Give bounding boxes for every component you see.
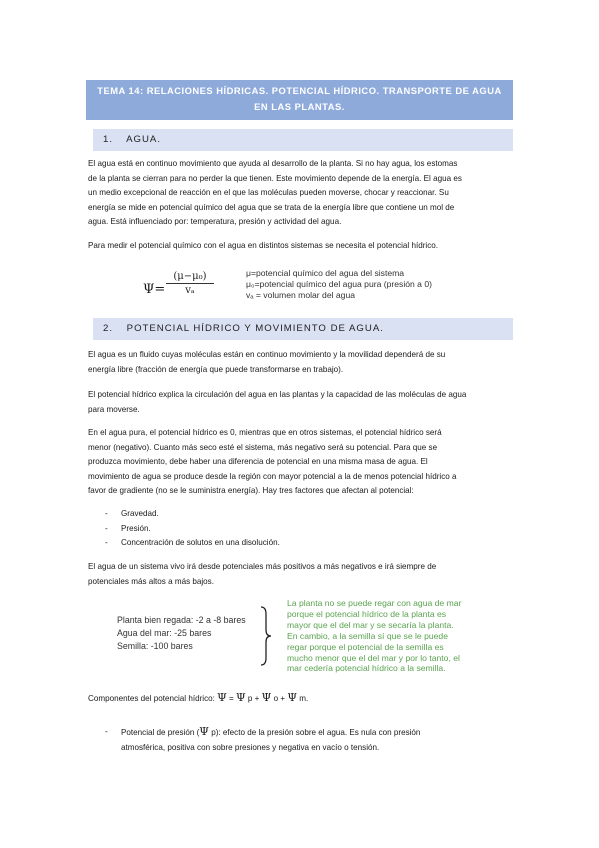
document-title [86, 80, 513, 120]
psi-symbol: Ψ [236, 691, 246, 704]
value-line: Planta bien regada: -2 a -8 bares [117, 615, 246, 625]
formula-numerator: (μ−μ₀) [173, 271, 207, 282]
document-page: TEMA 14: RELACIONES HÍDRICAS. POTENCIAL HÍDRICO. TRANSPORTE DE AGUA EN LAS PLANTAS. 1. AGUA. El agua está en continuo movimiento que ayuda al desarrollo de la planta. Si no hay agua, los estomas de la planta se cierran para no perder la que tienen. Este movimiento depende de la energía. El agua es un medio excepcional de reacción en el que las moléculas pueden moverse, chocar y reaccionar. Su energía se mide en potencial químico del agua que se trata de la energía libre que contiene un mol de agua. Está influenciado por: temperatura, presión y actividad del agua. Para medir el potencial químico con el agua en distintos sistemas se necesita el potencial hídrico. Ψ= (μ−μ₀) vₐ μ=potencial químico del agua del sistema μ₀=potencial químico del agua pura (presión a 0) vₐ = volumen molar del agua 2. POTENCIAL HÍDRICO Y MOVIMIENTO DE AGUA. El agua es un fluido cuyas moléculas están en continuo movimiento y la movilidad dependerá de su energía libre (fracción de energía que puede transformarse en trabajo). El potencial hídrico explica la circulación del agua en las plantas y la capacidad de las moléculas de agua para moverse. En el agua pura, el potencial hídrico es 0, mientras que en otros sistemas, el potencial hídrico será menor (negativo). Cuanto más seco esté el sistema, más negativo será su potencial. Para que se produzca movimiento, debe haber una diferencia de potencial en una misma masa de agua. El movimiento de agua se produce desde la región con mayor potencial a la de menos potencial hídrico a favor de gradiente (no se le suministra energía). Hay tres factores que afectan al potencial: - Gravedad. - Presión. - Concentración de solutos en una disolución. El agua de un sistema vivo irá desde potenciales más positivos a más negativos e irá siempre de potenciales más altos a más bajos. Planta bien regada: -2 a -8 bares Agua del mar: -25 bares Semilla: -100 bares La planta no se puede regar con agua de mar porque el potencial hídrico de la planta es mayor que el del mar y se secaría la planta. En cambio, a la semilla sí que se le puede regar porque el potencial de la semilla es mucho menor que el del mar y por lo tanto, el mar cedería potencial hídrico a la semilla. Componentes del potencial hídrico: Ψ = Ψ p + Ψ o + Ψ m. - Potencial de presión (Ψ p): efecto de la presión sobre el agua. Es nula con presión atmosférica, positiva con sobre presiones y negativa en vacío o tensión. [0, 0, 599, 848]
note-line: En cambio, a la semilla sí que se le puede [287, 630, 448, 641]
note-line: La planta no se puede regar con agua de mar [287, 598, 462, 608]
list-item-text: Concentración de solutos en una disolución. [121, 538, 280, 547]
water-potential-formula [143, 268, 473, 308]
text-line: menor (negativo). Cuanto más seco esté el sistema, más negativo será su potencial. Para que se [88, 442, 438, 452]
definition-line: μ=potencial químico del agua del sistema [246, 268, 405, 278]
text-line: El agua está en continuo movimiento que ayuda al desarrollo de la planta. Si no hay agua, los estomas [88, 159, 458, 168]
text-line: El agua de un sistema vivo irá desde potenciales más positivos a más negativos e irá siempre de [88, 562, 437, 571]
brace-icon [258, 606, 272, 666]
note-line: mar cedería potencial hídrico a la semilla. [287, 663, 446, 674]
list-item-text: Potencial de presión (Ψ p): efecto de la presión sobre el agua. Es nula con presión atmosférica, positiva con sobre presiones y negativa en vacío o tensión. [121, 725, 421, 752]
paragraph-fluido [88, 348, 518, 377]
text-line: produzca movimiento, debe haber una diferencia de potencial en una misma masa de agua. El [88, 457, 428, 467]
text-line: agua. Está influenciado por: temperatura, presión y actividad del agua. [88, 217, 342, 227]
text-line: En el agua pura, el potencial hídrico es 0, mientras que en otros sistemas, el potencial hídrico será [88, 428, 442, 437]
section-title: POTENCIAL HÍDRICO Y MOVIMIENTO DE AGUA. [126, 323, 384, 334]
paragraph-agua-pura [88, 426, 518, 499]
paragraph-sistema-vivo [88, 560, 518, 589]
text-line: El agua es un fluido cuyas moléculas están en continuo movimiento y la movilidad dependerá de su [88, 350, 446, 359]
note-line: regar porque el potencial de la semilla es [287, 641, 444, 652]
section-heading-potencial [93, 318, 513, 340]
psi-symbol: Ψ [261, 691, 272, 704]
text-line: para moverse. [88, 404, 140, 414]
components-label: Componentes del potencial hídrico: [88, 694, 218, 703]
psi-symbol: Ψ [199, 725, 209, 738]
section-title: AGUA. [126, 134, 161, 145]
section-number: 2. [103, 323, 114, 334]
list-item-text: Gravedad. [121, 509, 159, 518]
formula-denominator: vₐ [185, 285, 195, 296]
potential-components: Componentes del potencial hídrico: Ψ = Ψ p + Ψ o + Ψ m. [88, 691, 309, 704]
note-line: mayor que el del mar y se secaría la planta. [287, 619, 454, 630]
list-item-text: Presión. [121, 523, 151, 533]
section-heading-agua [93, 129, 513, 151]
text-line: potenciales más altos a más bajos. [88, 576, 214, 586]
psi-symbol: Ψ [217, 691, 227, 704]
definition-line: vₐ = volumen molar del agua [246, 290, 356, 300]
title-line-2: EN LAS PLANTAS. [254, 101, 345, 112]
note-line: porque el potencial hídrico de la planta es [287, 608, 447, 619]
title-line-1: TEMA 14: RELACIONES HÍDRICAS. POTENCIAL HÍDRICO. TRANSPORTE DE AGUA [97, 85, 502, 96]
formula-definitions [246, 268, 432, 301]
section-number: 1. [103, 134, 114, 145]
paragraph-potencial-medida [88, 239, 518, 254]
value-line: Agua del mar: -25 bares [117, 628, 212, 638]
paragraph-circulacion [88, 388, 518, 417]
text-line: El potencial hídrico explica la circulación del agua en las plantas y la capacidad de las moléculas de agua [88, 390, 467, 399]
text-line: de la planta se cierran para no perder la que tienen. Este movimiento depende de la energía. El agua es [88, 173, 462, 183]
formula-fraction [162, 271, 218, 296]
text-line: un medio excepcional de reacción en el que las moléculas pueden moverse, chocar y reaccionar. Su [88, 188, 449, 198]
formula-lhs: Ψ= [143, 282, 166, 297]
text-line: movimiento de agua se produce desde la región con mayor potencial a la de menos potencial hídrico a [88, 471, 457, 481]
explanation-note [287, 598, 461, 674]
list-dash: - [105, 727, 108, 736]
text-line: favor de gradiente (no se le suministra energía). Hay tres factores que afectan al potencial: [88, 486, 414, 496]
paragraph-agua [88, 157, 518, 230]
text-line: energía se mide en potencial químico del agua que se trata de la energía libre que contiene un mol de [88, 202, 455, 212]
definition-line: μ₀=potencial químico del agua pura (presión a 0) [246, 279, 432, 289]
value-line: Semilla: -100 bares [117, 641, 193, 651]
text-line: Para medir el potencial químico con el agua en distintos sistemas se necesita el potencial hídrico. [88, 241, 439, 250]
note-line: mucho menor que el del mar y por lo tanto, el [287, 652, 460, 663]
potential-values [117, 614, 246, 653]
fraction-bar [166, 283, 214, 284]
text-line: energía libre (fracción de energía que puede transformarse en trabajo). [88, 364, 344, 374]
psi-symbol: Ψ [287, 691, 297, 704]
